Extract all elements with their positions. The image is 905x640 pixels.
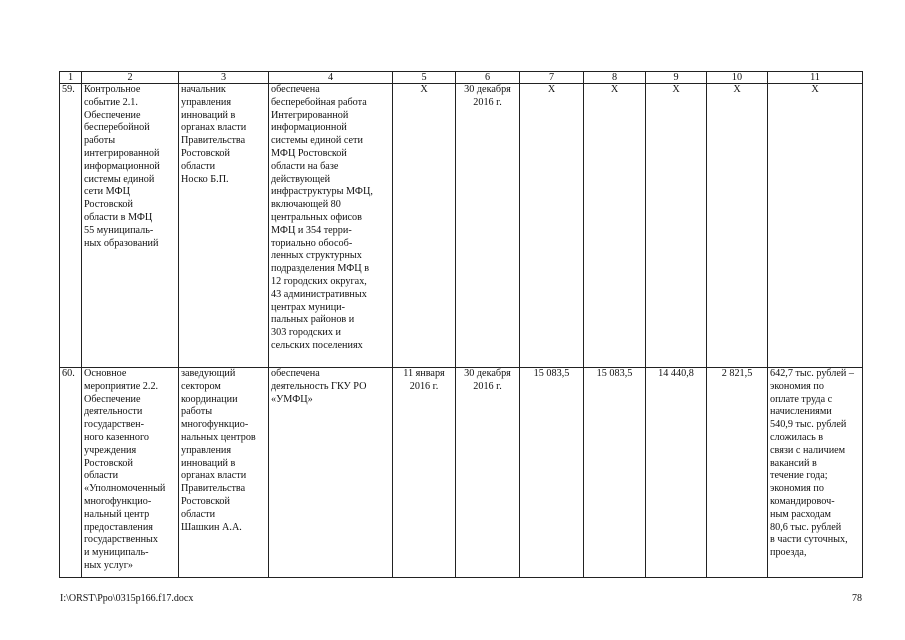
result-cell: обеспечена деятельность ГКУ РО «УМФЦ» bbox=[269, 368, 393, 578]
cell-col6: 30 декабря 2016 г. bbox=[456, 368, 520, 578]
cell-col7: 15 083,5 bbox=[520, 368, 584, 578]
responsible-cell: начальник управления инноваций в органах власти Правительства Ростовской области Носко Б.П. bbox=[179, 84, 269, 368]
header-cell: 6 bbox=[456, 72, 520, 84]
cell-col11: Х bbox=[768, 84, 863, 368]
report-table bbox=[59, 71, 863, 578]
header-cell: 4 bbox=[269, 72, 393, 84]
cell-col5: 11 января 2016 г. bbox=[393, 368, 456, 578]
page-number: 78 bbox=[852, 593, 862, 604]
cell-col5: Х bbox=[393, 84, 456, 368]
header-cell: 1 bbox=[60, 72, 82, 84]
header-cell: 2 bbox=[82, 72, 179, 84]
event-cell: Основное мероприятие 2.2. Обеспечение деятельности государствен- ного казенного учреждения Ростовской области «Уполномоченный многофункцио- нальный центр предоставления государственных и муниципаль- ных услуг» bbox=[82, 368, 179, 578]
cell-col9: 14 440,8 bbox=[646, 368, 707, 578]
header-cell: 9 bbox=[646, 72, 707, 84]
cell-col10: 2 821,5 bbox=[707, 368, 768, 578]
header-cell: 5 bbox=[393, 72, 456, 84]
cell-col10: Х bbox=[707, 84, 768, 368]
responsible-cell: заведующий сектором координации работы многофункцио- нальных центров управления инноваций в органах власти Правительства Ростовской области Шашкин А.А. bbox=[179, 368, 269, 578]
header-cell: 3 bbox=[179, 72, 269, 84]
cell-col9: Х bbox=[646, 84, 707, 368]
result-cell: обеспечена бесперебойная работа Интегрированной информационной системы единой сети МФЦ Ростовской области на базе действующей инфраструктуры МФЦ, включающей 80 центральных офисов МФЦ и 354 терри- ториально обособ- ленных структурных подразделения МФЦ в 12 городских округах, 43 административных центрах муници- пальных районов и 303 городских и сельских поселениях bbox=[269, 84, 393, 368]
footer-file-path: I:\ORST\Ppo\0315p166.f17.docx bbox=[60, 593, 194, 604]
event-cell: Контрольное событие 2.1. Обеспечение бесперебойной работы интегрированной информационной системы единой сети МФЦ Ростовской области в МФЦ 55 муниципаль- ных образований bbox=[82, 84, 179, 368]
table-row bbox=[60, 84, 863, 368]
cell-col6: 30 декабря 2016 г. bbox=[456, 84, 520, 368]
row-number: 59. bbox=[60, 84, 82, 368]
cell-col8: 15 083,5 bbox=[584, 368, 646, 578]
header-cell: 10 bbox=[707, 72, 768, 84]
cell-col11: 642,7 тыс. рублей – экономия по оплате труда с начислениями 540,9 тыс. рублей сложилась в связи с наличием вакансий в течение года; экономия по командировоч- ным расходам 80,6 тыс. рублей в части суточных, проезда, bbox=[768, 368, 863, 578]
header-cell: 8 bbox=[584, 72, 646, 84]
header-row bbox=[60, 72, 863, 84]
cell-col7: Х bbox=[520, 84, 584, 368]
header-cell: 11 bbox=[768, 72, 863, 84]
row-number: 60. bbox=[60, 368, 82, 578]
cell-col8: Х bbox=[584, 84, 646, 368]
table-row bbox=[60, 368, 863, 578]
header-cell: 7 bbox=[520, 72, 584, 84]
